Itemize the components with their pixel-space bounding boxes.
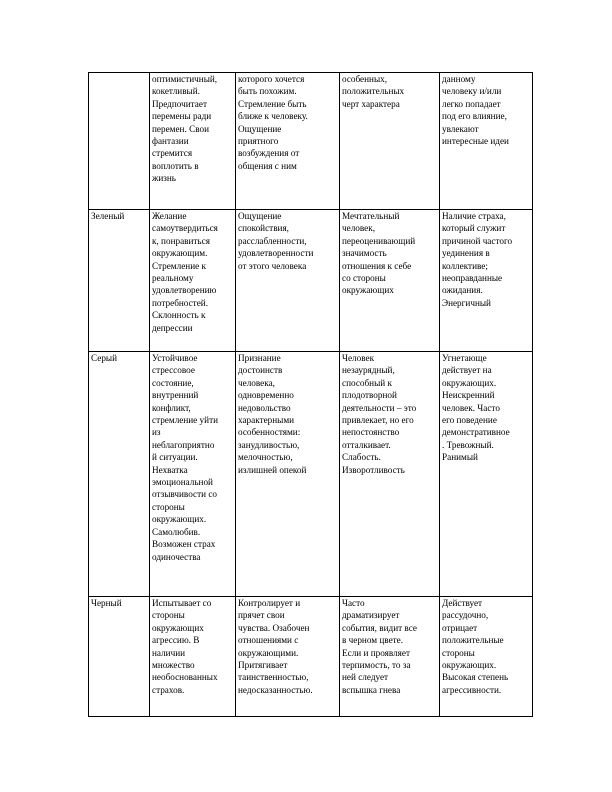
cell-line: к, понравиться [152,235,210,246]
cell-line: Признание [238,353,281,363]
table-cell [236,352,340,597]
cell-line: страхов. [152,684,185,695]
cell-line: стороны [442,647,475,658]
cell-line: агрессивности. [442,684,502,695]
cell-text [152,210,234,334]
table-cell [340,210,440,352]
cell-line: Склонность к [152,310,206,321]
color-name-cell [89,73,150,210]
cell-line: быть похожим. [238,86,297,97]
table-cell [236,597,340,717]
cell-text [442,210,531,309]
cell-line: терпимость, то за [342,660,411,671]
cell-line: Испытывает со [152,598,212,608]
cell-line: его поведение [442,415,497,426]
cell-line: Предпочитает [152,98,207,109]
cell-line: внутренний [152,390,199,401]
cell-line: отношениями с [238,635,299,646]
table-cell [150,210,236,352]
cell-line: множество [152,660,195,671]
cell-line: стремление уйти [152,415,219,426]
cell-line: Возможен страх [152,539,216,550]
cell-line: человек, [342,223,375,234]
cell-line: перемен. Свои [152,123,209,134]
cell-line: Энергичный [442,297,491,308]
cell-line: потребностей. [152,297,208,308]
cell-line: легко попадает [442,98,501,109]
cell-line: интересные идеи [442,136,509,147]
cell-line: драматизирует [342,610,400,621]
cell-line: особенных, [342,74,388,84]
table-row [89,352,533,597]
table-cell [440,73,533,210]
table-cell [340,73,440,210]
cell-line: в черном цвете. [342,635,404,646]
cell-line: отношения к себе [342,260,412,271]
cell-line: особенностями: [238,427,301,438]
cell-line: необоснованных [152,672,218,683]
cell-line: способный к [342,377,392,388]
cell-line: Устойчивое [152,353,198,363]
cell-text [342,210,438,297]
cell-line: общения с ним [238,160,297,171]
cell-line: достоинств [238,365,283,376]
cell-line: Человек [342,353,375,363]
cell-line: конфликт, [152,402,191,413]
cell-line: состояние, [152,377,194,388]
cell-line: переоценивающий [342,235,416,246]
cell-line: самоутвердиться [152,223,218,234]
table-cell [150,352,236,597]
cell-line: воплотить в [152,160,199,171]
cell-line: непостоянство [342,427,400,438]
cell-line: ожидания. [442,285,483,296]
cell-line: таинственностью, [238,672,309,683]
cell-line: значимость [342,248,387,259]
cell-line: Слабость. [342,452,381,463]
cell-line: Контролирует и [238,598,301,608]
table-cell [150,73,236,210]
cell-line: недосказанностью. [238,684,313,695]
cell-line: незаурядный, [342,365,395,376]
cell-line: демонстративное [442,427,510,438]
cell-line: окружающих [152,622,204,633]
cell-line: коллективе; [442,260,488,271]
cell-text [238,352,338,476]
cell-text [238,210,338,272]
cell-line: занудливостью, [238,439,300,450]
cell-line: ней следует [342,672,389,683]
cell-line: увлекают [442,123,479,134]
cell-line: фантазии [152,136,189,147]
cell-line: Если и проявляет [342,647,410,658]
cell-line: стремится [152,148,193,159]
cell-line: характерными [238,415,295,426]
cell-text [152,73,234,185]
cell-line: положительные [442,635,504,646]
cell-line: деятельности – это [342,402,417,413]
cell-line: окружающих [342,285,394,296]
cell-line: окружающих. [442,660,497,671]
table-cell [236,73,340,210]
cell-line: й ситуации. [152,452,198,463]
cell-line: привлекает, но его [342,415,414,426]
cell-line: который служит [442,223,506,234]
color-name-cell: Серый [89,352,150,597]
cell-line: Стремление быть [238,98,307,109]
cell-line: спокойствия, [238,223,289,234]
cell-line: приятного [238,136,279,147]
cell-text [152,352,234,563]
cell-line: окружающим. [152,248,208,259]
cell-line: Ощущение [238,211,282,221]
cell-line: Изворотливость [342,464,405,475]
cell-line: эмоциональной [152,477,213,488]
cell-line: Стремление к [152,260,206,271]
cell-line: Наличие страха, [442,211,506,221]
cell-line: причиной частого [442,235,513,246]
cell-line: чувства. Озабочен [238,622,310,633]
cell-line: излишней опекой [238,464,307,475]
cell-text [442,73,531,147]
table-cell [440,352,533,597]
cell-line: наличии [152,647,186,658]
cell-line: недовольство [238,402,291,413]
table-cell [236,210,340,352]
cell-line: неоправданные [442,273,503,284]
cell-text [442,597,531,696]
cell-line: стрессовое [152,365,195,376]
cell-line: Ранимый [442,452,478,463]
cell-text [238,597,338,696]
cell-text [152,597,234,696]
cell-line: Высокая степень [442,672,509,683]
cell-text [442,352,531,464]
cell-line: удовлетворенности [238,248,314,259]
cell-line: Мечтательный [342,211,400,221]
cell-line: одновременно [238,390,294,401]
cell-line: человек. Часто [442,402,500,413]
cell-line: Действует [442,598,483,608]
cell-line: черт характера [342,98,400,109]
cell-line: положительных [342,86,405,97]
cell-line: Нехватка [152,464,188,475]
cell-line: окружающими. [238,647,299,658]
cell-line: Притягивает [238,660,288,671]
table-row [89,73,533,210]
cell-line: Неискренний [442,390,495,401]
cell-line: . Тревожный. [442,439,494,450]
table-cell [440,597,533,717]
cell-line: депрессии [152,322,193,333]
table-cell [440,210,533,352]
cell-line: рассудочно, [442,610,489,621]
cell-line: из [152,427,161,438]
cell-line: отрицает [442,622,478,633]
cell-line: отзывчивости со [152,489,218,500]
cell-line: прячет свои [238,610,285,621]
cell-line: стороны [152,610,185,621]
cell-line: кокетливый. [152,86,200,97]
color-name-cell: Черный [89,597,150,717]
cell-line: Часто [342,598,365,608]
cell-line: вспышка гнева [342,684,401,695]
cell-text [342,73,438,110]
table-cell [340,352,440,597]
table-row [89,210,533,352]
cell-line: Ощущение [238,123,282,134]
color-meaning-table [88,72,533,717]
cell-line: человека, [238,377,275,388]
table-cell [150,597,236,717]
cell-line: неблагоприятно [152,439,215,450]
cell-line: окружающих. [442,377,497,388]
cell-line: Самолюбив. [152,526,201,537]
cell-line: перемены ради [152,111,212,122]
cell-line: Желание [152,211,187,221]
cell-line: со стороны [342,273,386,284]
cell-line: уединения в [442,248,490,259]
cell-line: события, видит все [342,622,417,633]
cell-line: удовлетворению [152,285,217,296]
cell-line: ближе к человеку. [238,111,308,122]
cell-line: отталкивает. [342,439,391,450]
cell-text [342,597,438,696]
cell-text [342,352,438,476]
cell-line: окружающих. [152,514,207,525]
cell-line: данному [442,74,476,84]
cell-text [238,73,338,172]
table-cell [340,597,440,717]
cell-line: жизнь [152,173,177,184]
table-row [89,597,533,717]
cell-line: которого хочется [238,74,305,84]
cell-line: под его влияние, [442,111,507,122]
cell-line: человеку и/или [442,86,502,97]
color-name-cell: Зеленый [89,210,150,352]
cell-line: одиночества [152,551,201,562]
cell-line: плодотворной [342,390,397,401]
cell-line: действует на [442,365,492,376]
cell-line: возбуждения от [238,148,300,159]
cell-line: стороны [152,501,185,512]
cell-line: агрессию. В [152,635,200,646]
cell-line: реальному [152,273,194,284]
cell-line: оптимистичный, [152,74,218,84]
cell-line: расслабленности, [238,235,307,246]
cell-line: мелочностью, [238,452,293,463]
cell-line: Угнетающе [442,353,487,363]
cell-line: от этого человека [238,260,307,271]
